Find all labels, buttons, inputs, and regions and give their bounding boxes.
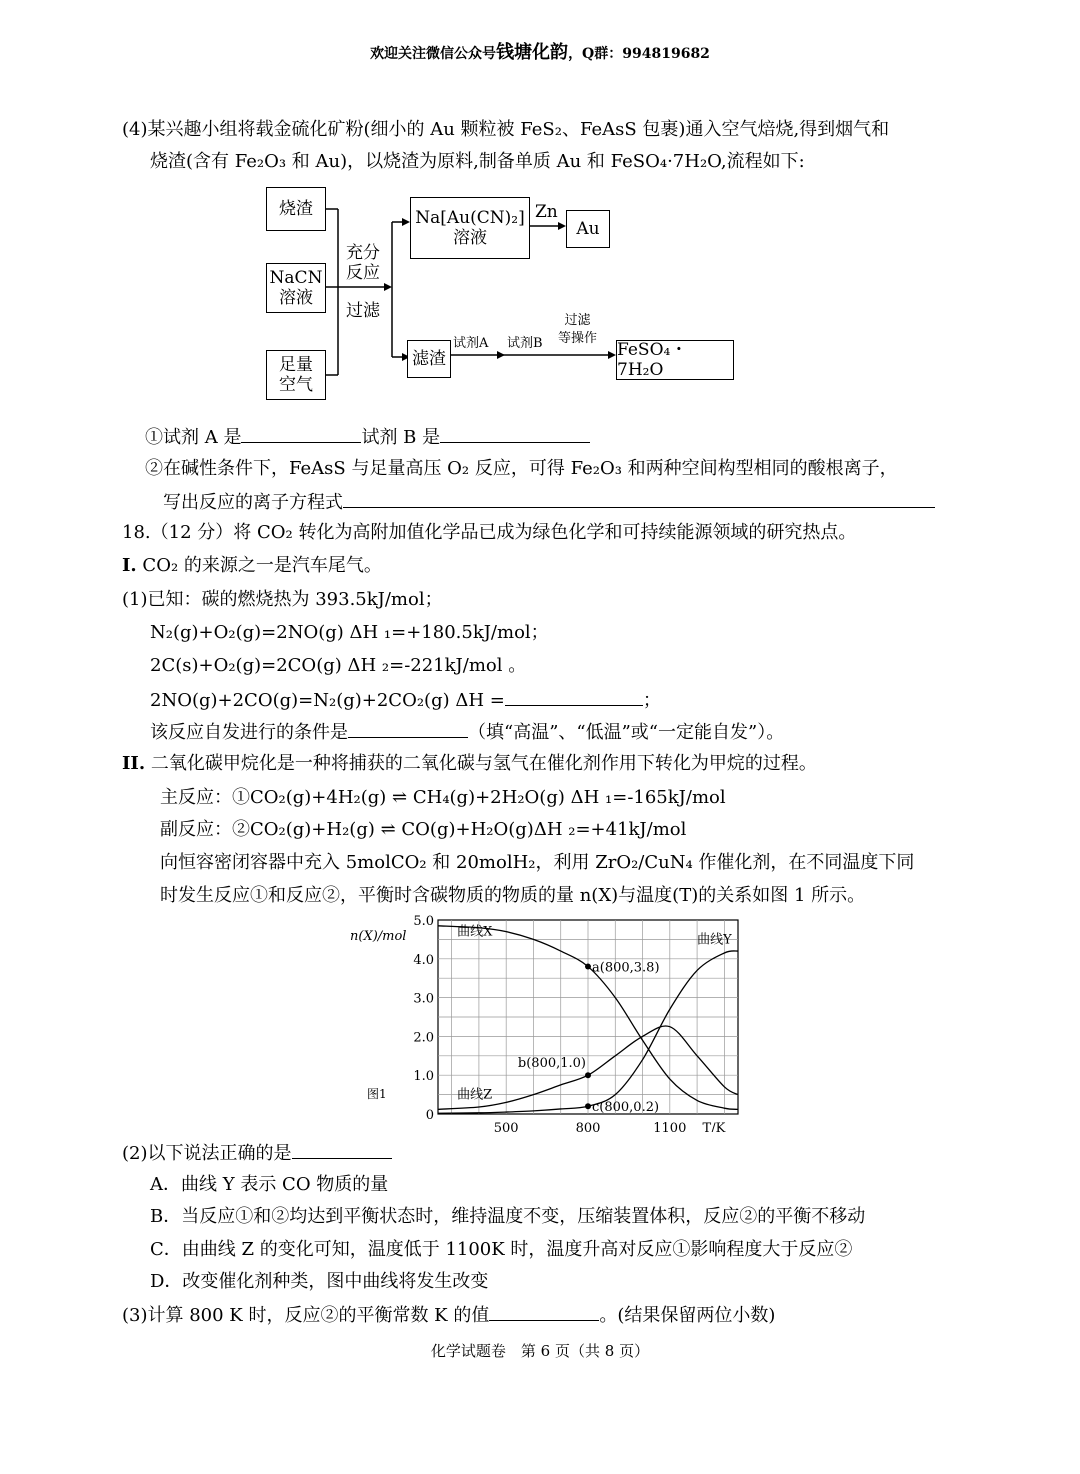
flow-step1-label [346, 243, 380, 283]
flow-reagent-a: 试剂A [453, 336, 489, 351]
option-b: B．当反应①和②均达到平衡状态时，维持温度不变，压缩装置体积，反应②的平衡不移动 [150, 1206, 866, 1227]
q18-desc2: 时发生反应①和反应②，平衡时含碳物质的物质的量 n(X)与温度(T)的关系如图 1 所示。 [160, 885, 866, 906]
header-prefix: 欢迎关注微信公众号 [370, 46, 497, 62]
equilibrium-constant-blank[interactable] [489, 1302, 599, 1321]
data-point-label: b(800,1.0) [517, 1056, 586, 1072]
flow-step1-b: 反应 [346, 263, 380, 283]
flow-nacn-label: NaCN [269, 268, 323, 288]
flow-box-residue [407, 340, 451, 378]
q4-sub2-line2 [163, 489, 935, 515]
series-label: 曲线Z [457, 1087, 493, 1103]
option-d: D．改变催化剂种类，图中曲线将发生改变 [150, 1271, 489, 1292]
y-tick-label: 4.0 [413, 952, 434, 968]
ion-equation-answer-blank[interactable] [343, 489, 935, 508]
y-tick-label: 5.0 [413, 914, 434, 929]
data-point [585, 964, 591, 970]
header-brand: 钱塘化韵 [496, 42, 569, 63]
q18-desc1: 向恒容密闭容器中充入 5molCO₂ 和 20molH₂，利用 ZrO₂/CuN₄ 作催化剂，在不同温度下同 [160, 852, 915, 873]
flow-step2-b: 等操作 [558, 331, 598, 346]
x-axis-label: T/K [702, 1121, 726, 1132]
series-label: 曲线X [457, 924, 493, 940]
q4-line2: 烧渣(含有 Fe₂O₃ 和 Au)，以烧渣为原料,制备单质 Au 和 FeSO₄·7H₂O,流程如下: [150, 151, 805, 172]
y-tick-label: 2.0 [413, 1030, 434, 1046]
q18-eq3 [150, 687, 661, 713]
flow-box-au [566, 210, 610, 248]
data-point-label: a(800,3.8) [592, 960, 660, 976]
header-suffix: ，Q群：994819682 [568, 46, 710, 62]
q18-part2-label: II. [122, 753, 146, 774]
flow-solution-label-a: Na[Au(CN)₂] [415, 208, 525, 228]
q4-sub2-prompt: 写出反应的离子方程式 [163, 492, 343, 513]
q18-eq3-text: 2NO(g)+2CO(g)=N₂(g)+2CO₂(g) ΔH = [150, 690, 505, 711]
q4-sub1-a: ①试剂 A 是 [145, 427, 242, 448]
reagent-a-answer-blank[interactable] [241, 424, 361, 443]
flow-box-air [266, 350, 326, 400]
y-tick-label: 1.0 [413, 1069, 434, 1085]
q18-main-reaction: 主反应：①CO₂(g)+4H₂(g) ⇌ CH₄(g)+2H₂O(g) ΔH ₁=-165kJ/mol [160, 787, 726, 808]
correct-option-answer-blank[interactable] [292, 1140, 392, 1159]
q18-part1-label: I. [122, 555, 137, 576]
data-point [585, 1072, 591, 1078]
flow-au-label: Au [576, 219, 600, 239]
q18-eq2: 2C(s)+O₂(g)=2CO(g) ΔH ₂=-221kJ/mol 。 [150, 655, 527, 676]
q18-eq1: N₂(g)+O₂(g)=2NO(g) ΔH ₁=+180.5kJ/mol； [150, 622, 549, 643]
flow-step1-a: 充分 [346, 243, 380, 263]
flow-box-nacn [266, 263, 326, 313]
q18-side-reaction: 副反应：②CO₂(g)+H₂(g) ⇌ CO(g)+H₂O(g)ΔH ₂=+41kJ/mol [160, 819, 687, 840]
x-tick-label: 1100 [653, 1121, 687, 1132]
data-point [585, 1103, 591, 1109]
flow-step2-a: 过滤 [564, 313, 591, 328]
delta-h-answer-blank[interactable] [505, 687, 643, 706]
q18-part2-text: 二氧化碳甲烷化是一种将捕获的二氧化碳与氢气在催化剂作用下转化为甲烷的过程。 [150, 753, 817, 774]
flow-reagent-b: 试剂B [507, 336, 543, 351]
q4-line1: (4)某兴趣小组将载金硫化矿粉(细小的 Au 颗粒被 FeS₂、FeAsS 包裹)通入空气焙烧,得到烟气和 [122, 119, 890, 140]
option-a: A．曲线 Y 表示 CO 物质的量 [150, 1174, 389, 1195]
q18-q3-prompt: (3)计算 800 K 时，反应②的平衡常数 K 的值 [122, 1305, 490, 1326]
q18-condition [150, 719, 784, 745]
x-tick-label: 500 [493, 1121, 519, 1132]
q18-title: 18.（12 分）将 CO₂ 转化为高附加值化学品已成为绿色化学和可持续能源领域的研究热点。 [122, 522, 857, 543]
flow-box-slag [266, 187, 326, 231]
q18-condition-prompt: 该反应自发进行的条件是 [150, 722, 348, 743]
data-point-label: c(800,0.2) [592, 1100, 660, 1116]
flow-nacn-solution-label: 溶液 [279, 288, 313, 308]
q18-eq3-end: ； [642, 690, 661, 711]
flow-air-label-b: 空气 [279, 375, 313, 395]
q18-q2 [122, 1140, 392, 1166]
q18-q3-hint: 。(结果保留两位小数) [599, 1305, 776, 1326]
flow-box-solution [410, 197, 530, 259]
q4-sub2-line1: ②在碱性条件下，FeAsS 与足量高压 O₂ 反应，可得 Fe₂O₃ 和两种空间构型相同的酸根离子， [145, 458, 898, 479]
flow-residue-label: 滤渣 [412, 349, 446, 369]
flow-air-label-a: 足量 [279, 355, 313, 375]
q18-part1 [122, 554, 382, 578]
q4-sub1-b: 试剂 B 是 [361, 427, 441, 448]
series-label: 曲线Y [697, 932, 732, 948]
q18-q3 [122, 1302, 775, 1328]
q18-p1-intro: (1)已知：碳的燃烧热为 393.5kJ/mol； [122, 589, 443, 610]
q4-sub1 [145, 424, 590, 450]
figure1-chart [340, 912, 750, 1132]
flow-slag-label: 烧渣 [279, 199, 313, 219]
flow-step2-label [558, 312, 597, 348]
q18-part1-text: CO₂ 的来源之一是汽车尾气。 [142, 555, 382, 576]
y-tick-label: 3.0 [413, 991, 434, 1007]
q18-condition-hint: （填“高温”、“低温”或“一定能自发”）。 [468, 722, 785, 743]
q18-q2-prompt: (2)以下说法正确的是 [122, 1143, 292, 1164]
flow-box-feso4 [616, 340, 734, 380]
flow-zn-label: Zn [535, 202, 558, 222]
flow-solution-label-b: 溶液 [453, 228, 487, 248]
y-tick-label: 0 [425, 1108, 434, 1123]
y-axis-label: n(X)/mol [350, 929, 407, 944]
flow-feso4-label: FeSO₄・7H₂O [617, 340, 688, 380]
page-footer: 化学试题卷 第 6 页（共 8 页） [430, 1342, 650, 1360]
x-tick-label: 800 [575, 1121, 601, 1132]
q18-part2 [122, 752, 817, 776]
spontaneous-condition-blank[interactable] [348, 719, 468, 738]
reagent-b-answer-blank[interactable] [440, 424, 590, 443]
figure-label: 图1 [367, 1087, 387, 1101]
option-c: C．由曲线 Z 的变化可知，温度低于 1100K 时，温度升高对反应①影响程度大于反应② [150, 1239, 853, 1260]
flow-step1-c: 过滤 [346, 301, 380, 321]
